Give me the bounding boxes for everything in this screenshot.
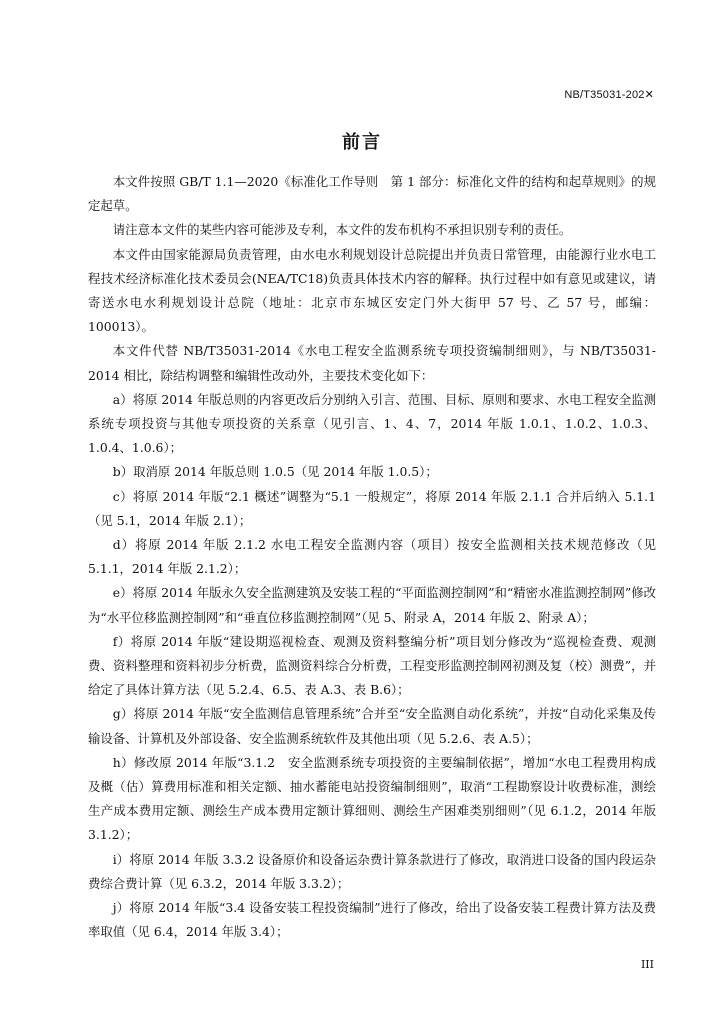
- change-item-i: i）将原 2014 年版 3.3.2 设备原价和设备运杂费计算条款进行了修改，取消进口设备的国内段运杂费综合费计算（见 6.3.2，2014 年版 3.3.2）；: [88, 851, 656, 891]
- page-number: III: [640, 958, 654, 971]
- paragraph-management: 本文件由国家能源局负责管理，由水电水利规划设计总院提出并负责日常管理，由能源行业水电工程技术经济标准化技术委员会(NEA/TC18)负责具体技术内容的解释。执行过程中如有意见或建议，请寄送水电水利规划设计总院（地址：北京市东城区安定门外大街甲 57 号、乙 57 号，邮编：100013）。: [88, 246, 656, 335]
- change-item-g: g）将原 2014 年版“安全监测信息管理系统”合并至“安全监测自动化系统”，并按“自动化采集及传输设备、计算机及外部设备、安全监测系统软件及其他出项（见 5.2.6、表 A.5）；: [88, 706, 656, 746]
- paragraph-drafting-basis: 本文件按照 GB/T 1.1—2020《标准化工作导则 第 1 部分：标准化文件的结构和起草规则》的规定起草。: [88, 174, 656, 214]
- change-item-e: e）将原 2014 年版永久安全监测建筑及安装工程的“平面监测控制网”和“精密水准监测控制网”修改为“水平位移监测控制网”和“垂直位移监测控制网”（见 5、附录 A，2014 年版 2、附录 A）；: [88, 585, 656, 625]
- foreword-body: [88, 170, 656, 945]
- change-item-a: a）将原 2014 年版总则的内容更改后分别纳入引言、范围、目标、原则和要求、水电工程安全监测系统专项投资与其他专项投资的关系章（见引言、1、4、7，2014 年版 1.0.1、1.0.2、1.0.3、1.0.4、1.0.6）；: [88, 391, 656, 456]
- page-title: 前言: [342, 132, 382, 153]
- change-item-h: h）修改原 2014 年版“3.1.2 安全监测系统专项投资的主要编制依据”，增加“水电工程费用构成及概（估）算费用标准和相关定额、抽水蓄能电站投资编制细则”，取消“工程勘察设计收费标准，测绘生产成本费用定额、测绘生产成本费用定额计算细则、测绘生产困难类别细则”（见 6.1.2，2014 年版 3.1.2）；: [88, 754, 656, 843]
- change-item-d: d）将原 2014 年版 2.1.2 水电工程安全监测内容（项目）按安全监测相关技术规范修改（见 5.1.1，2014 年版 2.1.2）；: [88, 537, 656, 577]
- change-item-b: b）取消原 2014 年版总则 1.0.5（见 2014 年版 1.0.5）；: [112, 464, 438, 480]
- standard-code: NB/T35031-202✕: [564, 89, 654, 101]
- paragraph-replacement: 本文件代替 NB/T35031-2014《水电工程安全监测系统专项投资编制细则》，与 NB/T35031-2014 相比，除结构调整和编辑性改动外，主要技术变化如下：: [88, 343, 656, 383]
- paragraph-patent-notice: 请注意本文件的某些内容可能涉及专利，本文件的发布机构不承担识别专利的责任。: [112, 222, 572, 238]
- change-item-f: f）将原 2014 年版“建设期巡视检查、观测及资料整编分析”项目划分修改为“巡视检查费、观测费、资料整理和资料初步分析费，监测资料综合分析费，工程变形监测控制网初测及复（校）测费”，并给定了具体计算方法（见 5.2.4、6.5、表 A.3、表 B.6）；: [88, 633, 656, 698]
- change-item-j: j）将原 2014 年版“3.4 设备安装工程投资编制”进行了修改，给出了设备安装工程费计算方法及费率取值（见 6.4，2014 年版 3.4）；: [88, 900, 656, 940]
- change-item-c: c）将原 2014 年版“2.1 概述”调整为“5.1 一般规定”，将原 2014 年版 2.1.1 合并后纳入 5.1.1（见 5.1，2014 年版 2.1）；: [88, 488, 656, 528]
